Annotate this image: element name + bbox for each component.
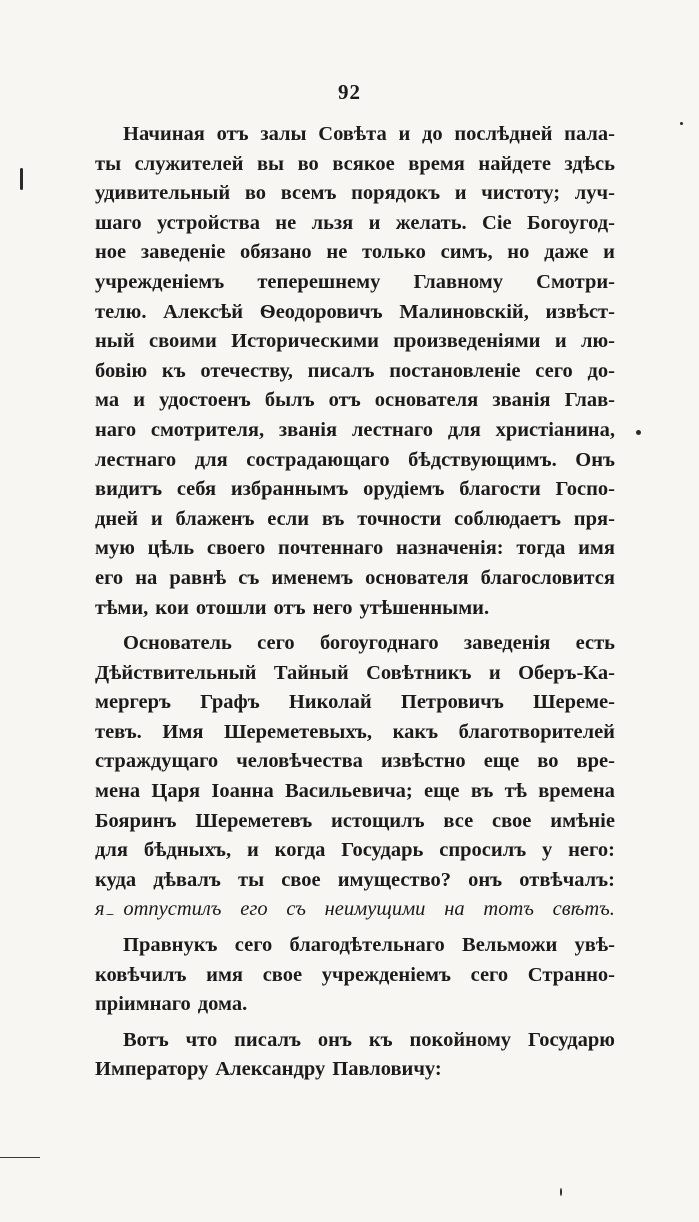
text-line: Начиная отъ залы Совѣта и до послѣдней пала- xyxy=(123,123,615,145)
paragraph xyxy=(95,120,615,623)
text-line: Императору Александру Павловичу: xyxy=(95,1058,442,1081)
page-number: 92 xyxy=(338,80,361,104)
text-line: тѣми, кои отошли отъ него утѣшенными. xyxy=(95,596,490,619)
text-line: ный своими Историческими произведеніями и лю- xyxy=(95,330,615,353)
scan-mark xyxy=(560,1188,562,1196)
text-line: видитъ себя избраннымъ орудіемъ благости Госпо- xyxy=(95,478,615,501)
text-line: телю. Алексѣй Ѳеодоровичъ Малиновскій, извѣст- xyxy=(95,300,615,323)
text-line: наго смотрителя, званія лестнаго для христіанина, xyxy=(95,418,615,441)
scan-mark xyxy=(680,122,683,125)
text-line: мую цѣль своего почтеннаго назначенія: тогда имя xyxy=(95,537,615,560)
text-line: удивительный во всемъ порядокъ и чистоту; луч- xyxy=(95,182,615,205)
text-line: ма и удостоенъ былъ отъ основателя званія Глав- xyxy=(95,389,615,412)
scan-mark xyxy=(20,168,23,190)
text-line: мена Царя Іоанна Васильевича; еще въ тѣ времена xyxy=(95,780,615,803)
text-line: лестнаго для сострадающаго бѣдствующимъ. Онъ xyxy=(95,448,615,471)
text-line: учрежденіемъ теперешнему Главному Смотри- xyxy=(95,270,615,293)
text-line: куда дѣвалъ ты свое имущество? онъ отвѣчалъ: xyxy=(95,868,615,891)
text-line: шаго устройства не льзя и желать. Сіе Богоугод- xyxy=(95,211,615,234)
italic-text-line: я отпустилъ его съ неимущими на тотъ свѣтъ. xyxy=(95,898,615,921)
paragraph xyxy=(95,931,615,1020)
text-line: Основатель сего богоугоднаго заведенія есть xyxy=(123,632,615,655)
text-line: Вотъ что писалъ онъ къ покойному Государю xyxy=(123,1028,615,1051)
text-line: пріимнаго дома. xyxy=(95,993,248,1016)
text-line: ты служителей вы во всякое время найдете здѣсь xyxy=(95,152,615,175)
text-line: страждущаго человѣчества извѣстно еще во вре- xyxy=(95,750,615,773)
scan-rule xyxy=(0,1157,40,1158)
text-line: его на равнѣ съ именемъ основателя благословится xyxy=(95,566,615,589)
paragraph xyxy=(95,1026,615,1085)
scan-mark xyxy=(106,914,114,915)
text-line: тевъ. Имя Шереметевыхъ, какъ благотворителей xyxy=(95,720,615,743)
body-text xyxy=(95,120,615,1085)
text-line: ковѣчилъ имя свое учрежденіемъ сего Странно- xyxy=(95,963,615,986)
scan-mark xyxy=(636,430,641,435)
text-line: для бѣдныхъ, и когда Государь спросилъ у него: xyxy=(95,839,615,862)
paragraph xyxy=(95,629,615,925)
text-line: Правнукъ сего благодѣтельнаго Вельможи увѣ- xyxy=(123,934,615,957)
text-line: Дѣйствительный Тайный Совѣтникъ и Оберъ-Ка- xyxy=(95,661,615,684)
text-line: бовію къ отечеству, писалъ постановленіе сего до- xyxy=(95,359,615,382)
text-line: мергеръ Графъ Николай Петровичъ Шереме- xyxy=(95,691,615,714)
text-line: дней и блаженъ если въ точности соблюдаетъ пря- xyxy=(95,507,615,530)
text-line: Бояринъ Шереметевъ истощилъ все свое имѣніе xyxy=(95,809,615,832)
text-line: ное заведеніе обязано не только симъ, но даже и xyxy=(95,241,615,264)
